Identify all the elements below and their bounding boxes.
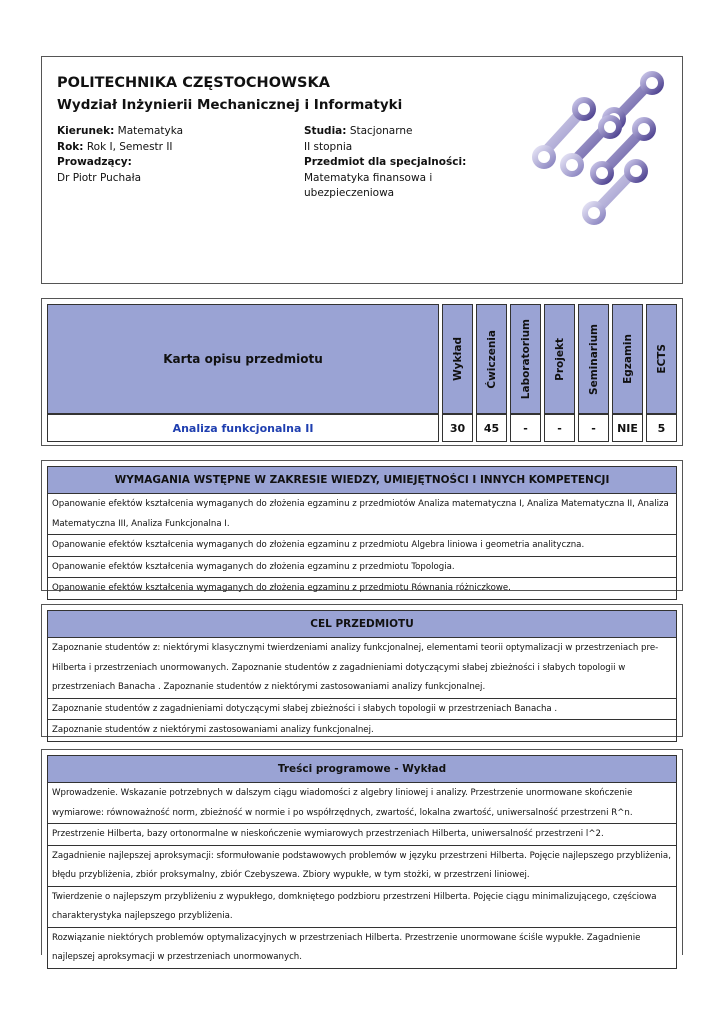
header-left-column [57, 124, 287, 186]
goals-title: CEL PRZEDMIOTU [47, 610, 677, 638]
card-title: Karta opisu przedmiotu [47, 304, 439, 414]
column-header-egzamin: Egzamin [612, 304, 643, 414]
studia-label: Studia: [304, 125, 347, 137]
faculty-name: Wydział Inżynierii Mechanicznej i Informatyki [57, 97, 403, 113]
prowadzacy-label: Prowadzący: [57, 156, 132, 168]
column-header-ects: ECTS [646, 304, 677, 414]
requirements-row: Opanowanie efektów kształcenia wymaganych do złożenia egzaminu z przedmiotów Analiza matematyczna I, Analiza Matematyczna II, Analiza Matematyczna III, Analiza Funkcjonalna I. [47, 494, 677, 535]
goals-row: Zapoznanie studentów z zagadnieniami dotyczącymi słabej zbieżności i słabych topologii w przestrzeniach Banacha . [47, 699, 677, 721]
requirements-row: Opanowanie efektów kształcenia wymaganych do złożenia egzaminu z przedmiotu Topologia. [47, 557, 677, 579]
column-header-projekt: Projekt [544, 304, 575, 414]
value-wyklad: 30 [442, 414, 473, 442]
value-seminarium: - [578, 414, 609, 442]
value-ects: 5 [646, 414, 677, 442]
course-card [41, 298, 683, 446]
contents-row: Rozwiązanie niektórych problemów optymalizacyjnych w przestrzeniach Hilberta. Przestrzenie unormowane ściśle wypukłe. Zagadnienie najlepszej aproksymacji w przestrzeniach unormowanych. [47, 928, 677, 969]
header-right-column [304, 124, 479, 202]
column-header-wyklad: Wykład [442, 304, 473, 414]
kierunek-value: Matematyka [117, 125, 184, 137]
contents-title: Treści programowe - Wykład [47, 755, 677, 783]
column-header-seminarium: Seminarium [578, 304, 609, 414]
rok-label: Rok: [57, 140, 84, 153]
kierunek-label: Kierunek: [57, 125, 115, 137]
header-box [41, 56, 683, 284]
column-header-laboratorium: Laboratorium [510, 304, 541, 414]
specjalnosc-label: Przedmiot dla specjalności: [304, 156, 467, 168]
value-projekt: - [544, 414, 575, 442]
course-name: Analiza funkcjonalna II [47, 414, 439, 442]
goals-row: Zapoznanie studentów z: niektórymi klasycznymi twierdzeniami analizy funkcjonalnej, elementami teorii optymalizacji w przestrzeniach pre-Hilberta i przestrzeniach unormowanych. Zapoznanie studentów z zagadnieniami dotyczącymi słabej zbieżności i słabych topologii w przestrzeniach Banacha . Zapoznanie studentów z niektórymi zastosowaniami analizy funkcjonalnej. [47, 638, 677, 699]
column-header-cwiczenia: Ćwiczenia [476, 304, 507, 414]
value-egzamin: NIE [612, 414, 643, 442]
requirements-row: Opanowanie efektów kształcenia wymaganych do złożenia egzaminu z przedmiotu Algebra liniowa i geometria analityczna. [47, 535, 677, 557]
goals-section [41, 604, 683, 737]
value-laboratorium: - [510, 414, 541, 442]
contents-section [41, 749, 683, 962]
value-cwiczenia: 45 [476, 414, 507, 442]
studia-value: Stacjonarne [349, 125, 413, 137]
contents-row: Przestrzenie Hilberta, bazy ortonormalne w nieskończenie wymiarowych przestrzeniach Hilberta, uniwersalność przestrzeni l^2. [47, 824, 677, 846]
requirements-section [41, 460, 683, 591]
university-name: POLITECHNIKA CZĘSTOCHOWSKA [57, 75, 330, 91]
contents-row: Wprowadzenie. Wskazanie potrzebnych w dalszym ciągu wiadomości z algebry liniowej i analizy. Przestrzenie unormowane skończenie wymiarowe: równoważność norm, zbieżność w normie i po współrzędnych, zwartość, lokalna zwartość, uniwersalność przestrzeni R^n. [47, 783, 677, 824]
prowadzacy-value: Dr Piotr Puchała [57, 171, 142, 184]
stopien-value: II stopnia [304, 140, 353, 153]
requirements-title: WYMAGANIA WSTĘPNE W ZAKRESIE WIEDZY, UMIEJĘTNOŚCI I INNYCH KOMPETENCJI [47, 466, 677, 494]
university-logo-icon [530, 67, 680, 227]
rok-value: Rok I, Semestr II [86, 140, 173, 153]
requirements-row: Opanowanie efektów kształcenia wymaganych do złożenia egzaminu z przedmiotu Równania różniczkowe. [47, 578, 677, 600]
goals-row: Zapoznanie studentów z niektórymi zastosowaniami analizy funkcjonalnej. [47, 720, 677, 742]
contents-row: Zagadnienie najlepszej aproksymacji: sformułowanie podstawowych problemów w języku przestrzeni Hilberta. Pojęcie najlepszego przybliżenia, błędu przybliżenia, zbiór proksymalny, zbiór Czebyszewa. Zbiory wypukłe, w tym stożki, w przestrzeni liniowej. [47, 846, 677, 887]
contents-row: Twierdzenie o najlepszym przybliżeniu z wypukłego, domkniętego podzbioru przestrzeni Hilberta. Pojęcie ciągu minimalizującego, częściowa charakterystyka najlepszego przybliżenia. [47, 887, 677, 928]
specjalnosc-value: Matematyka finansowa i ubezpieczeniowa [304, 171, 433, 199]
